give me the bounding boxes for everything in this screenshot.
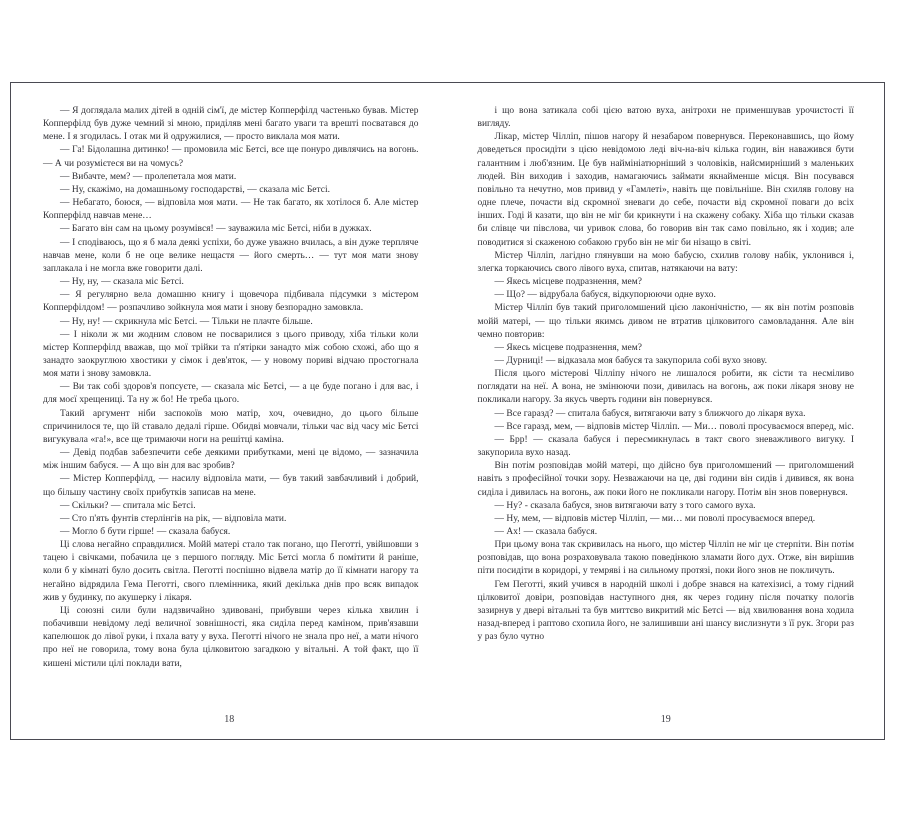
paragraph: — Багато він сам на цьому розумівся! — зауважила міс Бетсі, ніби в дужках. (60, 224, 372, 235)
paragraph: Ці слова негайно справдилися. Мойй матері стало так погано, що Пеготті, увійшовши з тацею і свічками, побачила це з першого погляду. Міс Бетсі могла б помітити й раніше, коли б у кімнаті було досить світла. Пеготті поспішно відвела матір до її кімнати нагору та негайно відрядила Гема Пеготті, свого племінника, який декілька днів про всяк випадок жив у будинку, по акушерку і лікаря. (43, 540, 419, 603)
paragraph: — Що? — відрубала бабуся, відкупорюючи одне вухо. (494, 290, 716, 301)
paragraph: — Вибачте, мем? — пролепетала моя мати. (60, 171, 237, 182)
page-right-text (478, 105, 855, 644)
paragraph: — І ніколи ж ми жодним словом не посварилися з цього приводу, хіба тільки коли містер Копперфілд вважав, що мої трійки та п'ятірки занадто між собою схожі, або що я занадто заокруглюю хвостики у сімок і дев'яток, — у новому пориві відчаю простогнала моя мати і знову замовкла. (43, 329, 419, 380)
book-spread (10, 82, 885, 740)
paragraph: Він потім розповідав мойй матері, що дійсно був приголомшений — приголомшений навіть з професійної точки зору. Незважаючи на це, дві години він сидів і дивився, як вона сиділа і дивилась на вогонь, аж поки його не покликали нагору. Потім він знов повернувся. (477, 461, 854, 498)
paragraph: Після цього містерові Чілліпу нічого не лишалося робити, як сісти та несміливо поглядати на неї. А вона, не змінюючи пози, дивилась на вогонь, аж поки лікаря знову не покликали нагору. За якусь чверть години він повернувся. (477, 369, 854, 406)
paragraph: — Ну, скажімо, на домашньому господарстві, — сказала міс Бетсі. (60, 184, 331, 195)
paragraph: — Все гаразд? — спитала бабуся, витягаючи вату з ближчого до лікаря вуха. (494, 408, 806, 419)
paragraph: — Сто п'ять фунтів стерлінгів на рік, — відповіла мати. (60, 513, 287, 524)
paragraph: — Містер Копперфілд, — насилу відповіла мати, — був такий завбачливий і добрий, що більшу частину своїх прибутків записав на мене. (43, 474, 419, 498)
paragraph: — Якесь місцеве подразнення, мем? (494, 342, 642, 353)
paragraph: — Все гаразд, мем, — відповів містер Чілліп. — Ми… поволі просуваємося вперед, міс. (494, 421, 854, 432)
paragraph: — І сподіваюсь, що я б мала деякі успіхи, бо дуже уважно вчилась, а він дуже терпляче навчав мене, коли б не оце велике нещастя — його смерть… — тут моя мати знову заплакала і не могла вже говорити далі. (43, 237, 419, 274)
paragraph: — Ах! — сказала бабуся. (494, 527, 598, 537)
paragraph: — Небагато, боюся, — відповіла моя мати. — Не так багато, як хотілося б. Але містер Копперфілд навчав мене… (43, 198, 419, 222)
page-number-right: 19 (660, 714, 671, 725)
paragraph: — Ви так собі здоров'я попсуєте, — сказала міс Бетсі, — а це буде погано і для вас, і для моєї хрещениці. Та ну ж бо! Не треба цього. (43, 382, 419, 406)
page-number-left: 18 (224, 714, 235, 725)
paragraph: — Я доглядала малих дітей в одній сім'ї, де містер Копперфілд частенько бував. Містер Копперфілд був дуже чемний зі мною, приділяв мені багато уваги та врешті посватався до мене. І я згодилась. І отак ми й одружилися, — просто виклала моя мати. (43, 106, 419, 143)
paragraph: — Могло б бути гірше! — сказала бабуся. (60, 527, 231, 537)
paragraph: і що вона затикала собі цією ватою вуха, анітрохи не применшував урочистості її вигляду. (477, 106, 854, 130)
paragraph: — Га! Бідолашна дитинко! — промовила міс Бетсі, все ще понуро дивлячись на вогонь. — А чи розумієтеся ви на чомусь? (43, 145, 419, 169)
paragraph: Лікар, містер Чілліп, пішов нагору й незабаром повернувся. Переконавшись, що йому доведеться просидіти з цією невідомою леді віч-на-віч кілька годин, він наважився бути галантним і люб'язним. Це був наймініатюрніший з чоловіків, найсмирніший з маленьких людей. Він виходив і заходив, намагаючись займати якнайменше місця. Він посувався повільно та нечутно, мов привид у «Гамлеті», навіть ще повільніше. Він схиляв голову на одне плече, почасти від скромної зневаги до себе, почасти від скромної поваги до всіх інших. Годі й казати, що він не міг би крикнути і на скажену собаку. Хіба що тільки сказав би слівце чи півслова, чи уривок слова, бо говорив він так само повільно, як і ходив; але поводитися зі скаженою собакою грубо він не міг би нізащо в світі. (477, 132, 854, 248)
paragraph: Ці союзні сили були надзвичайно здивовані, прибувши через кілька хвилин і побачивши невідому леді величної зовнішності, яка сиділа перед каміном, прив'язавши капелюшок до лівої руки, і пхала вату у вуха. Пеготті нічого не знала про неї, а мати нічого про неї не говорила, тому вона була цілковитою загадкою у вітальні. А той факт, що її кишені містили цілі поклади вати, (43, 605, 419, 669)
paragraph: Такий аргумент ніби заспокоїв мою матір, хоч, очевидно, до цього більше спричинилося те, що їй ставало дедалі гірше. Обидві мовчали, тільки час від часу міс Бетсі вигукувала «га!», все ще тримаючи ноги на решітці каміна. (43, 408, 419, 445)
paragraph: — Якесь місцеве подразнення, мем? (494, 277, 642, 288)
page-left (11, 83, 448, 739)
paragraph: — Я регулярно вела домашню книгу і щовечора підбивала підсумки з містером Копперфілдом! — розпачливо зойкнула моя мати і знову безпорадно замовкла. (43, 290, 419, 314)
paragraph: — Ну? - сказала бабуся, знов витягаючи вату з того самого вуха. (494, 500, 756, 511)
page-left-text (43, 105, 419, 671)
paragraph: — Ну, мем, — відповів містер Чілліп, — ми… ми поволі просуваємося вперед. (494, 513, 816, 524)
paragraph: Містер Чілліп, лагідно глянувши на мою бабусю, схилив голову набік, уклонився і, злегка торкаючись свого лівого вуха, спитав, натякаючи на вату: (477, 250, 854, 274)
paragraph: — Дурниці! — відказала моя бабуся та закупорила собі вухо знову. (494, 355, 767, 366)
paragraph: Містер Чілліп був такий приголомшений цією лаконічністю, — як він потім розповів мойй матері, — що тільки якимсь дивом не втратив цілковитого самовладання. Але він чемно повторив: (477, 303, 854, 340)
paragraph: — Скільки? — спитала міс Бетсі. (60, 500, 196, 511)
page-right (448, 83, 885, 739)
paragraph: При цьому вона так скривилась на нього, що містер Чілліп не міг це стерпіти. Він потім розповідав, що вона розраховувала такою поведінкою зламати його дух. Отже, він вирішив піти посидіти в коридорі, у темряві і на сильному протязі, поки його знов не покличуть. (477, 540, 854, 577)
paragraph: — Ну, ну! — скрикнула міс Бетсі. — Тільки не плачте більше. (60, 316, 313, 327)
paragraph: — Девід подбав забезпечити себе деякими прибутками, мені це відомо, — зазначила між іншим бабуся. — А що він для вас зробив? (43, 448, 419, 472)
paragraph: Гем Пеготті, який учився в народній школі і добре знався на катехізисі, а тому гідний цілковитої довіри, розповідав наступного дня, як через годину після початку пологів зазирнув у двері вітальні та був миттєво викритий міс Бетсі — від хвилювання вона ходила назад-вперед і раптово схопила його, не залишивши ані шансу вислизнути з її рук. Згори раз у раз було чутно (477, 579, 854, 643)
paragraph: — Ну, ну, — сказала міс Бетсі. (60, 277, 184, 288)
paragraph: — Брр! — сказала бабуся і пересмикнулась в такт свого зневажливого вигуку. І закупорила вухо назад. (477, 434, 854, 459)
